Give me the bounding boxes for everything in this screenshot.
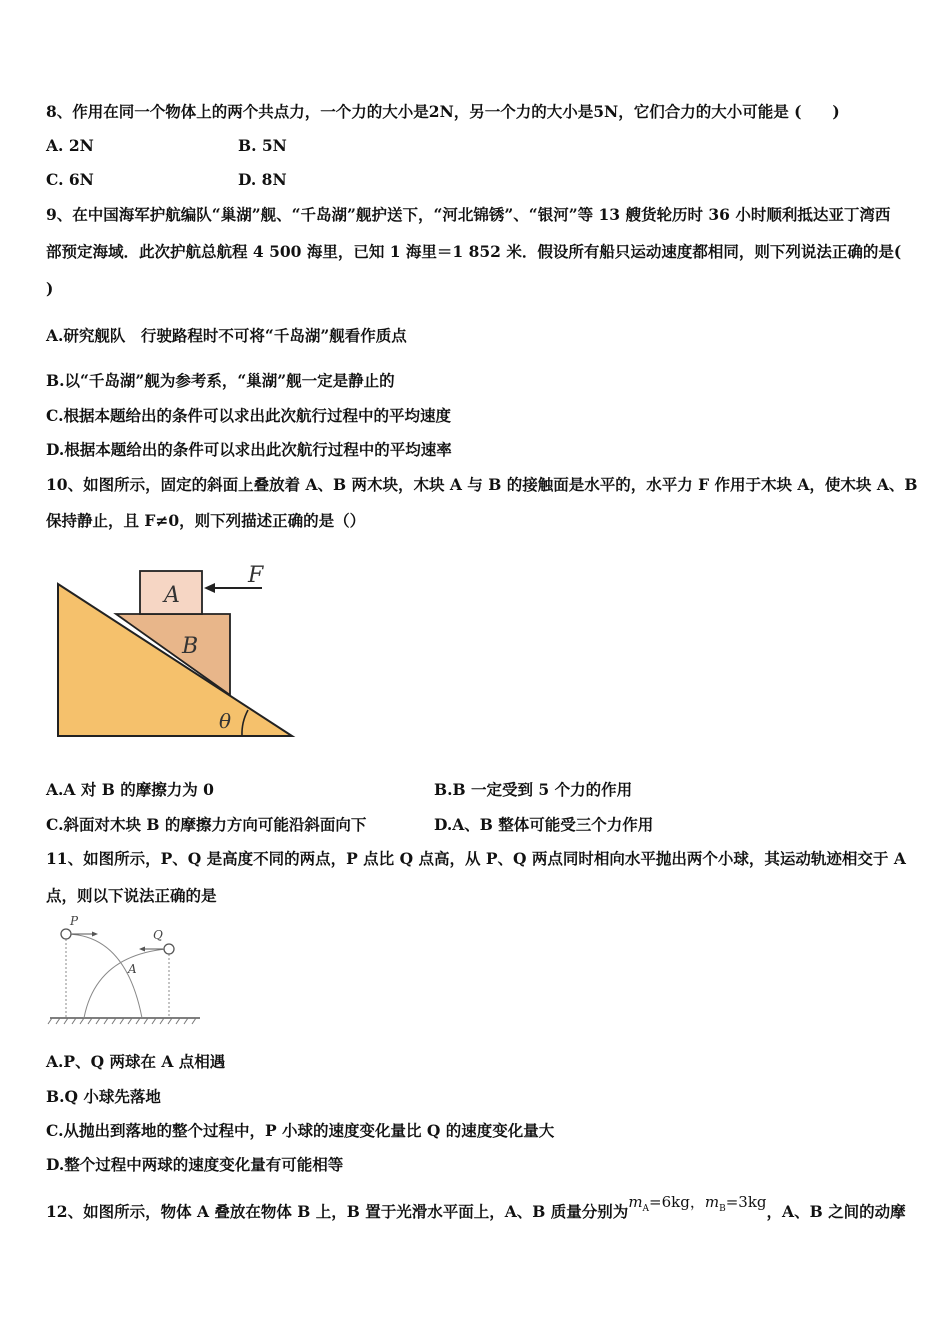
q-trajectory xyxy=(84,949,166,1018)
q11-option-c: C.从抛出到落地的整个过程中，P 小球的速度变化量比 Q 的速度变化量大 xyxy=(46,1121,555,1140)
q10-option-c: C.斜面对木块 B 的摩擦力方向可能沿斜面向下 xyxy=(46,815,367,834)
q10-incline-figure xyxy=(52,558,302,744)
q11-option-d: D.整个过程中两球的速度变化量有可能相等 xyxy=(46,1155,344,1174)
q12-prefix: 12、如图所示，物体 A 叠放在物体 B 上，B 置于光滑水平面上，A、B 质量分别为 xyxy=(46,1202,629,1221)
q12-stem-line1 xyxy=(46,1193,906,1229)
label-theta: θ xyxy=(219,709,232,733)
label-a-point: A xyxy=(128,962,137,976)
q8-option-a: A. 2N xyxy=(46,136,94,155)
q10-option-a: A.A 对 B 的摩擦力为 0 xyxy=(46,780,214,799)
q11-stem-line2: 点，则以下说法正确的是 xyxy=(46,886,217,905)
q9-option-d: D.根据本题给出的条件可以求出此次航行过程中的平均速率 xyxy=(46,440,452,459)
q8-stem: 8、作用在同一个物体上的两个共点力，一个力的大小是2N，另一个力的大小是5N，它们合力的大小可能是 ( ) xyxy=(46,102,840,121)
q10-option-d: D.A、B 整体可能受三个力作用 xyxy=(434,815,654,834)
q8-option-b: B. 5N xyxy=(238,136,287,155)
q11-option-b: B.Q 小球先落地 xyxy=(46,1087,161,1106)
q8-option-c: C. 6N xyxy=(46,170,94,189)
q12-mass-formula: $m_A=6kg$，$m_B=3kg$ xyxy=(628,1193,767,1214)
q10-stem-line2: 保持静止，且 F≠0，则下列描述正确的是（） xyxy=(46,511,366,530)
q12-suffix: ，A、B 之间的动摩 xyxy=(766,1202,906,1221)
q9-stem-line1: 9、在中国海军护航编队“巢湖”舰、“千岛湖”舰护送下，“河北锦锈”、“银河”等 13 艘货轮历时 36 小时顺利抵达亚丁湾西 xyxy=(46,205,891,224)
q11-stem-line1: 11、如图所示，P、Q 是高度不同的两点，P 点比 Q 点高，从 P、Q 两点同时相向水平抛出两个小球，其运动轨迹相交于 A xyxy=(46,849,906,868)
force-arrowhead xyxy=(204,583,215,593)
q10-option-b: B.B 一定受到 5 个力的作用 xyxy=(434,780,633,799)
label-a: A xyxy=(164,583,180,608)
label-b: B xyxy=(182,634,199,659)
q9-stem-line2: 部预定海域．此次护航总航程 4 500 海里，已知 1 海里＝1 852 米．假设所有船只运动速度都相同，则下列说法正确的是( xyxy=(46,242,902,261)
q11-option-a: A.P、Q 两球在 A 点相遇 xyxy=(46,1052,226,1071)
label-q: Q xyxy=(153,928,163,942)
q8-option-d: D. 8N xyxy=(238,170,287,189)
q11-projectile-figure xyxy=(46,912,204,1030)
p-trajectory xyxy=(68,934,142,1018)
q9-option-a: A.研究舰队 行驶路程时不可将“千岛湖”舰看作质点 xyxy=(46,326,407,345)
q9-option-b: B.以“千岛湖”舰为参考系，“巢湖”舰一定是静止的 xyxy=(46,371,395,390)
label-p: P xyxy=(70,914,79,928)
ball-p xyxy=(61,929,71,939)
ball-q xyxy=(164,944,174,954)
q10-stem-line1: 10、如图所示，固定的斜面上叠放着 A、B 两木块，木块 A 与 B 的接触面是水平的，水平力 F 作用于木块 A，使木块 A、B xyxy=(46,475,918,494)
q9-stem-line3: ) xyxy=(46,279,54,298)
q9-option-c: C.根据本题给出的条件可以求出此次航行过程中的平均速度 xyxy=(46,406,451,425)
label-f: F xyxy=(248,563,264,588)
ground-hatching xyxy=(48,1018,196,1024)
